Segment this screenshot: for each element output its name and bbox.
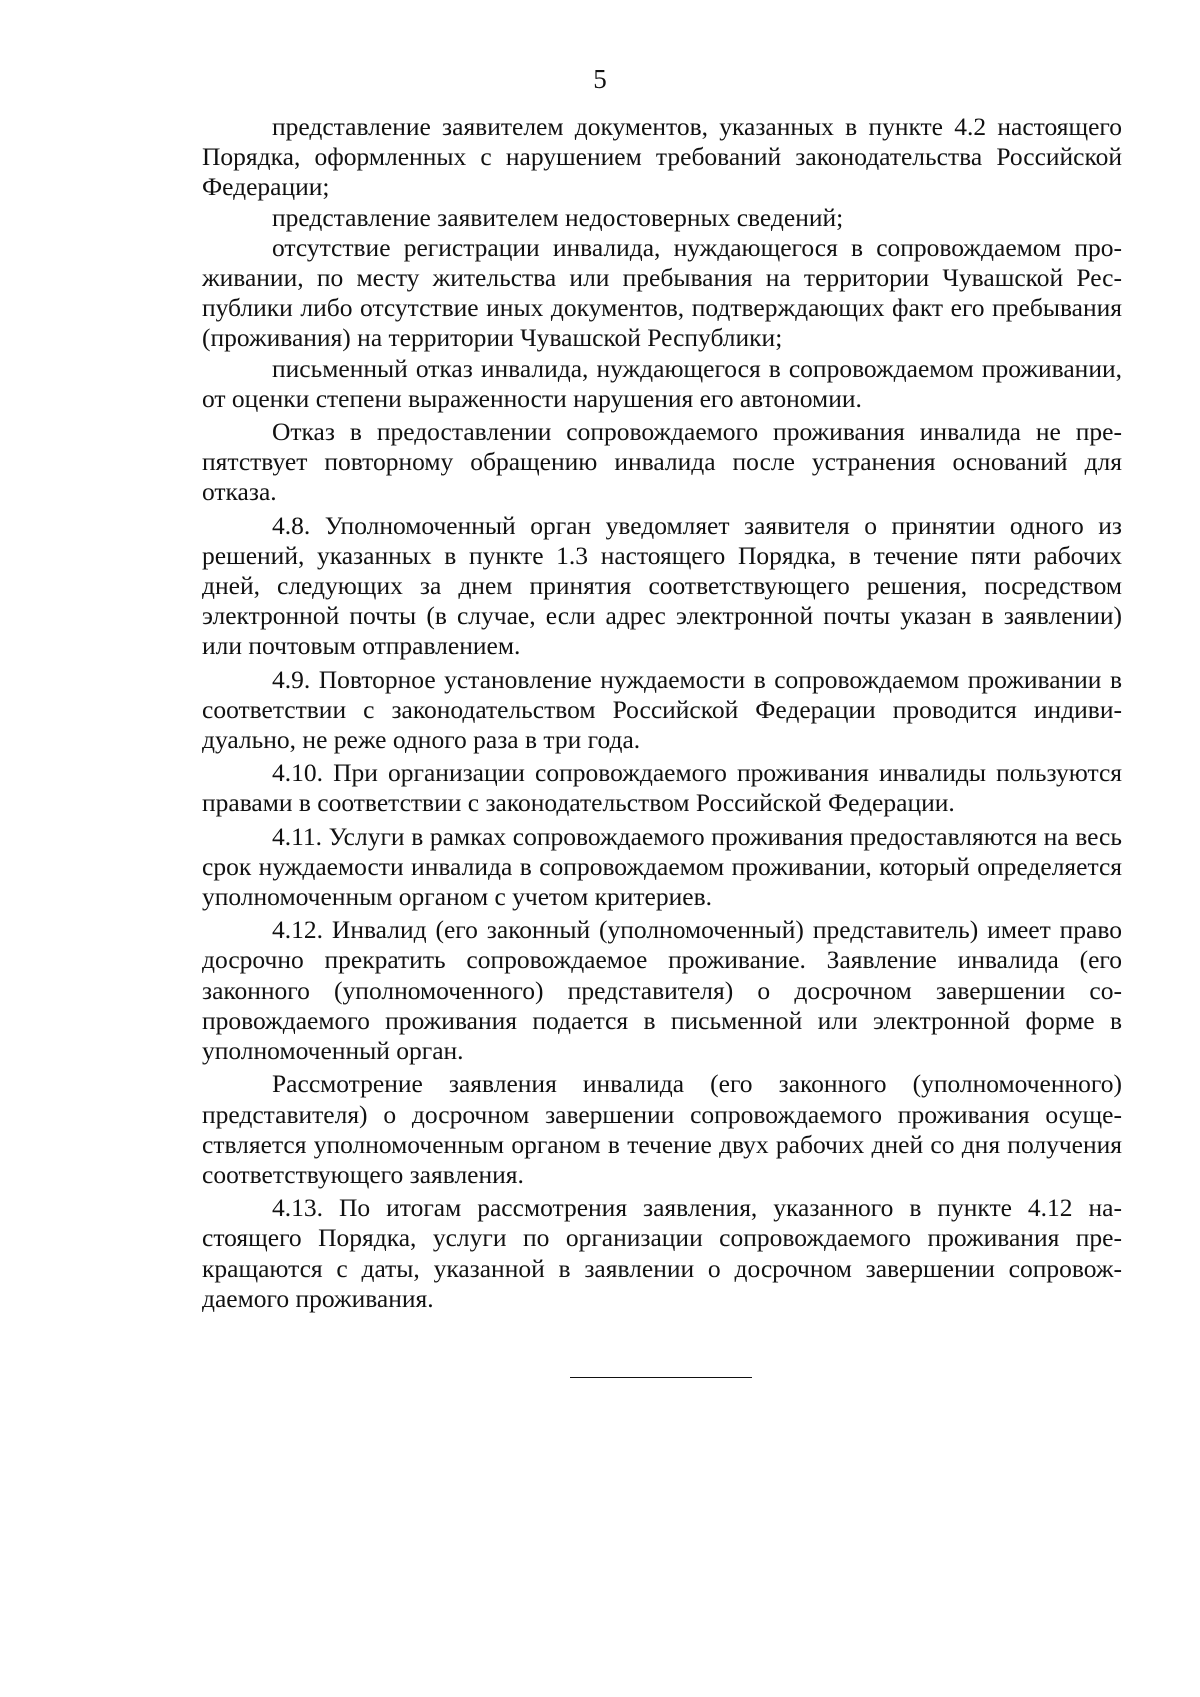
document-body [202, 112, 1122, 1314]
paragraph-no-registration: отсутствие регистрации инвалида, нуждающегося в сопровождаемом проживании, по месту жительства или пребывания на территории Чувашской Республики либо отсутствие иных документов, подтверждающих факт его пребывания (проживания) на территории Чувашской Республики; [202, 232, 1122, 353]
paragraph-4-13: 4.13. По итогам рассмотрения заявления, указанного в пункте 4.12 настоящего Порядка, услуги по организации сопровождаемого проживания прекращаются с даты, указанной в заявлении о досрочном завершении сопровождаемого проживания. [202, 1193, 1122, 1313]
paragraph-4-12: 4.12. Инвалид (его законный (уполномоченный) представитель) имеет право досрочно прекратить сопровождаемое проживание. Заявление инвалида (его законного (уполномоченного) представителя) о досрочном завершении сопровождаемого проживания подается в письменной или электронной форме в уполномоченный орган. [202, 915, 1122, 1066]
page-number: 5 [593, 64, 607, 94]
paragraph-refusal-reapply: Отказ в предоставлении сопровождаемого проживания инвалида не препятствует повторному обращению инвалида после устранения оснований для отказа. [202, 417, 1122, 507]
paragraph-4-11: 4.11. Услуги в рамках сопровождаемого проживания предоставляются на весь срок нуждаемости инвалида в сопровождаемом проживании, который определяется уполномоченным органом с учетом критериев. [202, 821, 1122, 912]
paragraph-4-8: 4.8. Уполномоченный орган уведомляет заявителя о принятии одного из решений, указанных в пункте 1.3 настоящего Порядка, в течение пяти рабочих дней, следующих за днем принятия соответствующего решения, посредством электронной почты (в случае, если адрес электронной почты указан в заявлении) или почтовым отправлением. [202, 510, 1122, 661]
paragraph-4-9: 4.9. Повторное установление нуждаемости в сопровождаемом проживании в соответствии с законодательством Российской Федерации проводится индивидуально, не реже одного раза в три года. [202, 664, 1122, 755]
paragraph-review-application: Рассмотрение заявления инвалида (его законного (уполномоченного) представителя) о досрочном завершении сопровождаемого проживания осуществляется уполномоченным органом в течение двух рабочих дней со дня получения соответствующего заявления. [202, 1069, 1122, 1189]
paragraph-false-information: представление заявителем недостоверных сведений; [272, 202, 844, 232]
paragraph-invalid-documents: представление заявителем документов, указанных в пункте 4.2 настоящего Порядка, оформленных с нарушением требований законодательства Российской Федерации; [202, 112, 1122, 202]
paragraph-written-refusal: письменный отказ инвалида, нуждающегося в сопровождаемом проживании, от оценки степени выраженности нарушения его автономии. [202, 353, 1122, 413]
paragraph-4-10: 4.10. При организации сопровождаемого проживания инвалиды пользуются правами в соответствии с законодательством Российской Федерации. [202, 758, 1122, 818]
end-of-document-rule [570, 1377, 752, 1378]
